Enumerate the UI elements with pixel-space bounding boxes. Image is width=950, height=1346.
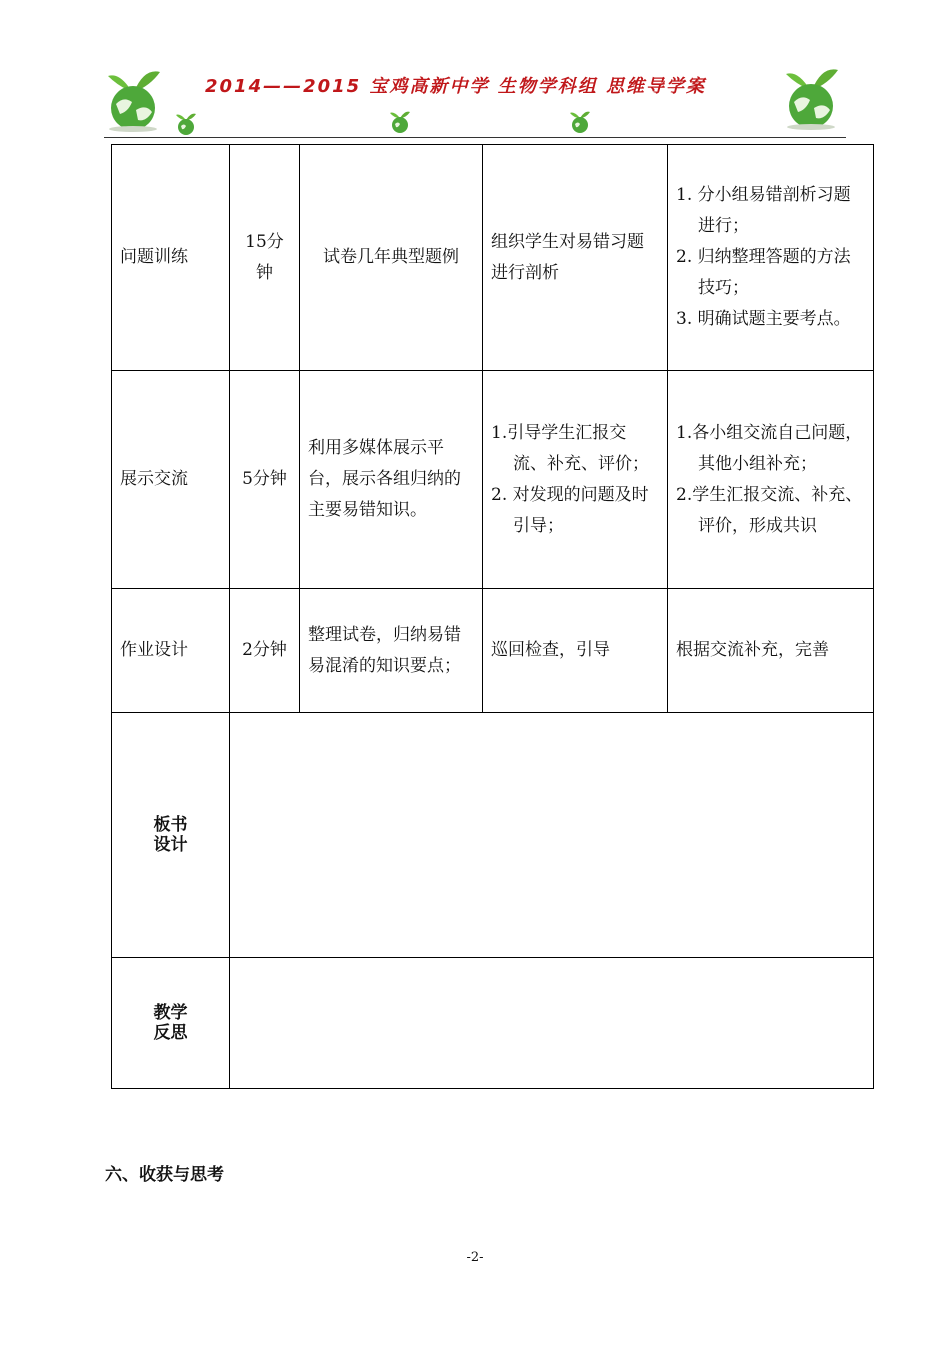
list-item: 1.各小组交流自己问题，其他小组补充； [676, 422, 863, 474]
table-row [112, 958, 874, 1089]
time-cell: 15分钟 [230, 145, 300, 371]
header-title: 2014——2015 宝鸡高新中学 生物学科组 思维导学案 [205, 76, 706, 97]
teaching-reflection-label [120, 1003, 221, 1043]
teaching-reflection-label-cell [112, 958, 230, 1089]
time-cell: 5分钟 [230, 371, 300, 589]
section-heading: 六、收获与思考 [105, 1165, 224, 1185]
content-cell: 整理试卷，归纳易错易混淆的知识要点； [300, 589, 483, 713]
list-item: 2. 对发现的问题及时引导； [491, 484, 649, 536]
globe-plant-icon [780, 64, 842, 130]
student-activity-cell [668, 145, 874, 371]
globe-plant-icon [102, 66, 164, 132]
globe-plant-icon [174, 112, 198, 136]
teacher-activity-cell: 巡回检查，引导 [483, 589, 668, 713]
stage-cell: 作业设计 [112, 589, 230, 713]
globe-plant-icon [388, 110, 412, 134]
label-line: 设计 [153, 835, 188, 855]
teaching-reflection-area [230, 958, 874, 1089]
label-line: 板书 [153, 815, 188, 835]
teacher-activity-cell [483, 371, 668, 589]
list-item: 2.学生汇报交流、补充、评价，形成共识 [676, 484, 863, 536]
header-divider [104, 137, 846, 138]
table-row [112, 371, 874, 589]
page-header [0, 0, 950, 145]
content-cell: 试卷几年典型题例 [300, 145, 483, 371]
page-number: -2- [466, 1250, 484, 1265]
time-cell: 2分钟 [230, 589, 300, 713]
list-item: 2. 归纳整理答题的方法技巧； [676, 247, 851, 298]
table-row [112, 145, 874, 371]
teacher-activity-cell: 组织学生对易错习题进行剖析 [483, 145, 668, 371]
content-cell: 利用多媒体展示平台，展示各组归纳的主要易错知识。 [300, 371, 483, 589]
list-item: 1. 分小组易错剖析习题进行； [676, 185, 851, 236]
board-design-area [230, 713, 874, 958]
label-line: 教学 [153, 1003, 188, 1023]
board-design-label [120, 815, 221, 855]
list-item: 3. 明确试题主要考点。 [676, 309, 851, 329]
student-activity-cell [668, 371, 874, 589]
board-design-label-cell [112, 713, 230, 958]
student-activity-cell: 根据交流补充，完善 [668, 589, 874, 713]
label-line: 反思 [153, 1023, 188, 1043]
stage-cell: 展示交流 [112, 371, 230, 589]
list-item: 1.引导学生汇报交流、补充、评价； [491, 422, 649, 474]
lesson-plan-table [111, 144, 874, 1089]
globe-plant-icon [568, 110, 592, 134]
stage-cell: 问题训练 [112, 145, 230, 371]
table-row [112, 589, 874, 713]
table-row [112, 713, 874, 958]
